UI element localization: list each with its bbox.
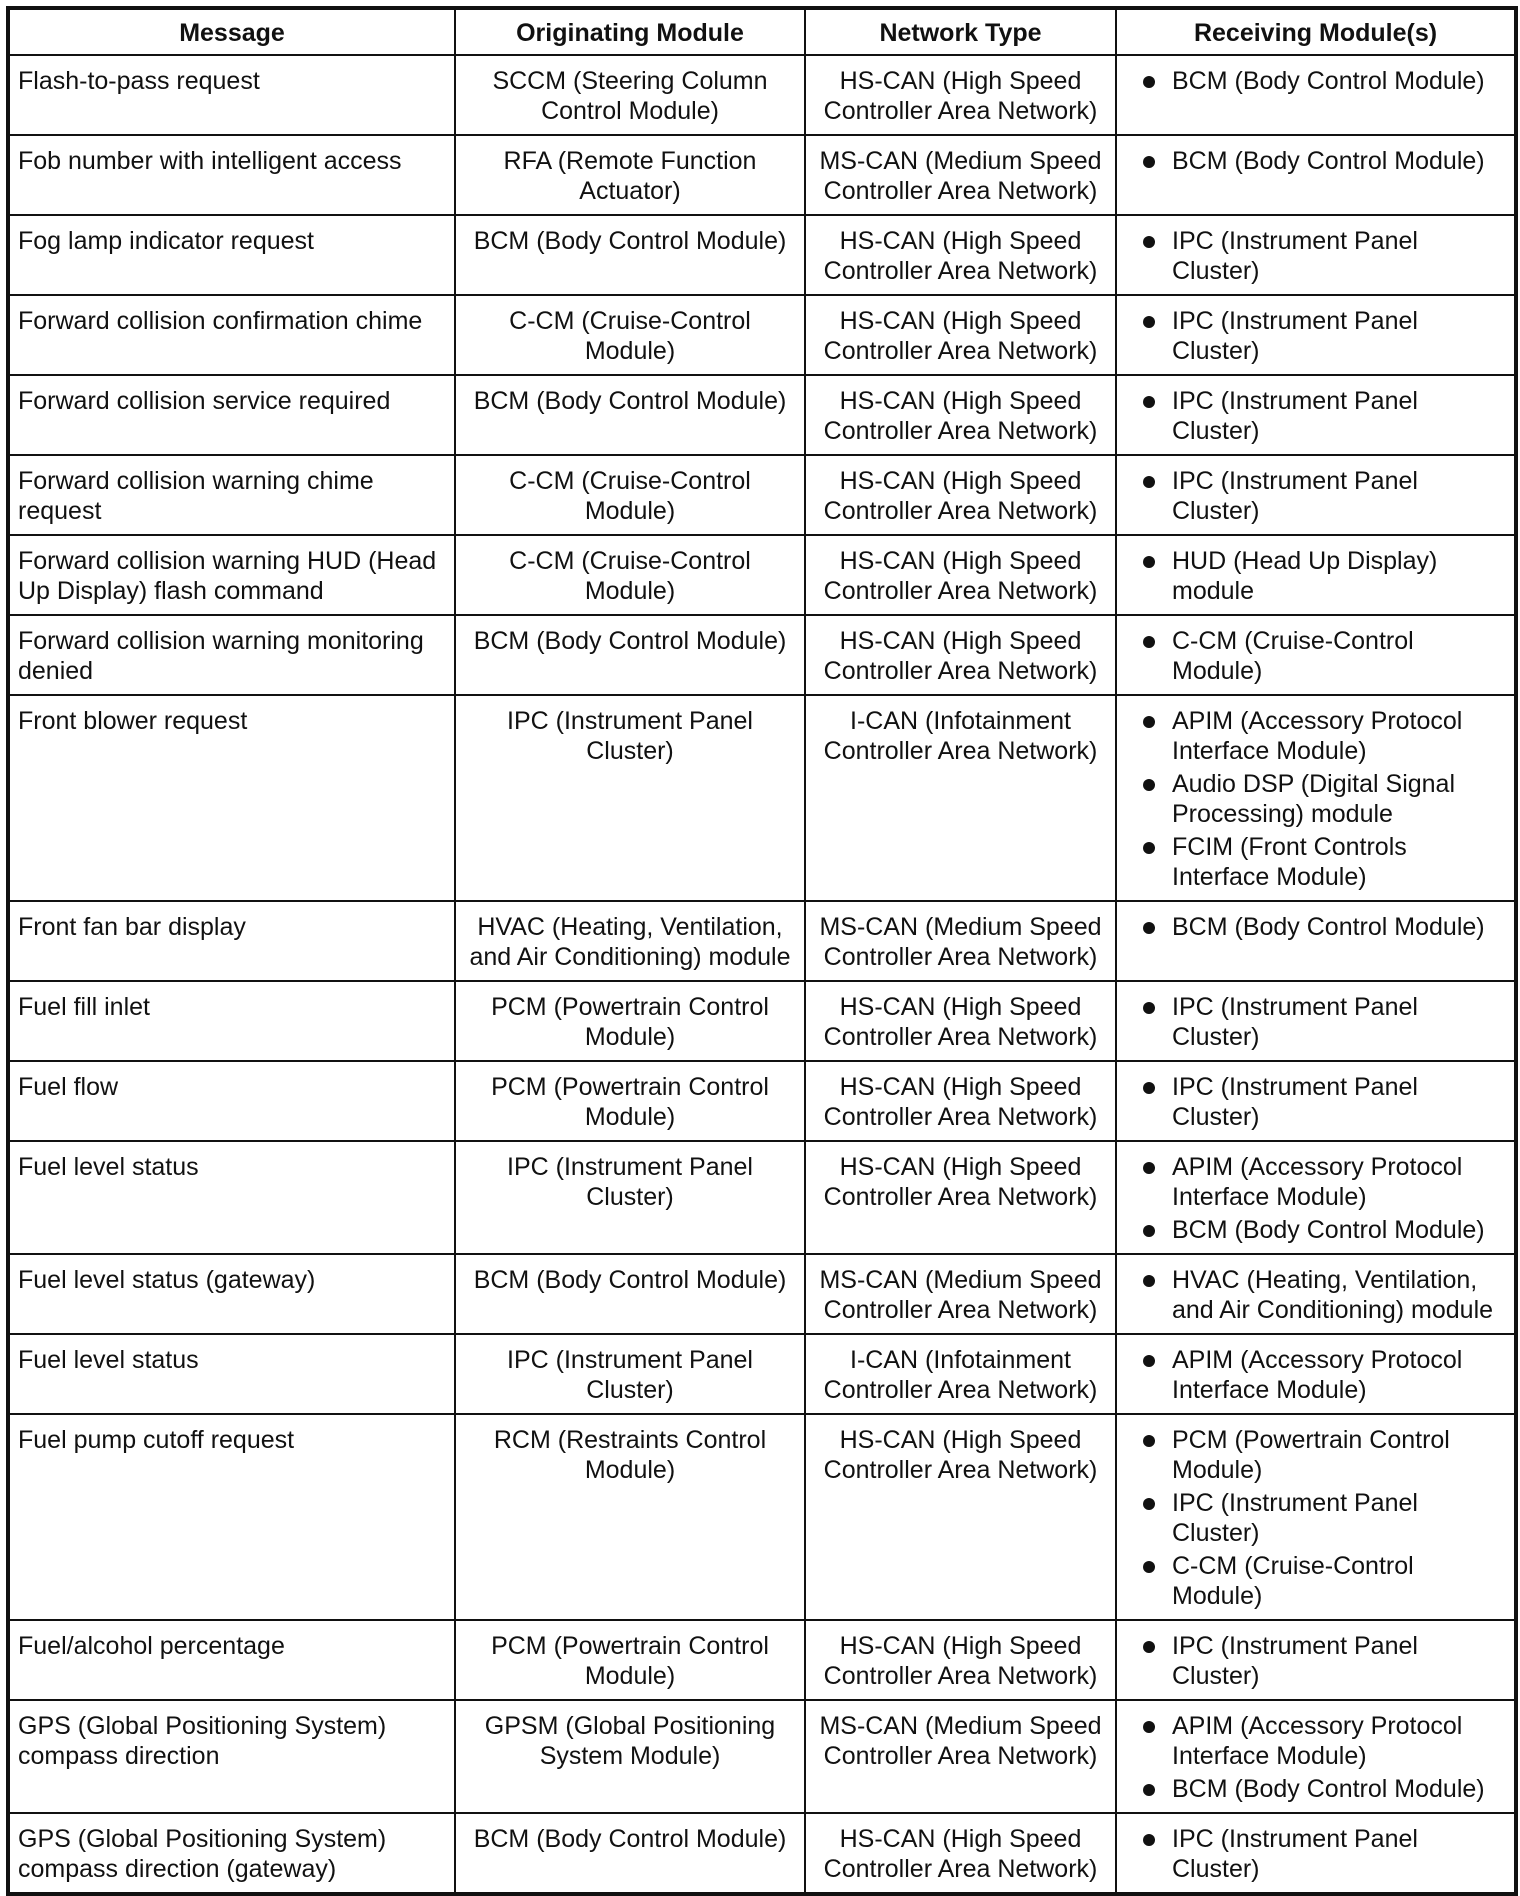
bullet-icon <box>1143 1561 1155 1573</box>
header-receiving-modules: Receiving Module(s) <box>1116 8 1516 55</box>
cell-receiving-modules <box>1116 1700 1516 1813</box>
table-row <box>8 215 1516 295</box>
cell-network-type: HS-CAN (High Speed Controller Area Network) <box>805 55 1116 135</box>
cell-originating-module: PCM (Powertrain Control Module) <box>455 981 805 1061</box>
receiving-list <box>1125 1824 1506 1884</box>
receiving-list-item <box>1125 1488 1506 1548</box>
bullet-icon <box>1143 1784 1155 1796</box>
network-message-table <box>6 6 1518 1896</box>
header-row <box>8 8 1516 55</box>
cell-network-type: HS-CAN (High Speed Controller Area Network) <box>805 1414 1116 1620</box>
receiving-module-text: IPC (Instrument Panel Cluster) <box>1172 227 1418 285</box>
receiving-list-item <box>1125 1551 1506 1611</box>
bullet-icon <box>1143 1435 1155 1447</box>
cell-message: Forward collision service required <box>8 375 455 455</box>
cell-originating-module: C-CM (Cruise-Control Module) <box>455 455 805 535</box>
table-row <box>8 1620 1516 1700</box>
receiving-list-item <box>1125 1152 1506 1212</box>
table-row <box>8 455 1516 535</box>
cell-originating-module: BCM (Body Control Module) <box>455 615 805 695</box>
receiving-list-item <box>1125 386 1506 446</box>
cell-network-type: I-CAN (Infotainment Controller Area Network) <box>805 695 1116 901</box>
cell-network-type: MS-CAN (Medium Speed Controller Area Network) <box>805 135 1116 215</box>
cell-network-type: HS-CAN (High Speed Controller Area Network) <box>805 1141 1116 1254</box>
cell-receiving-modules <box>1116 695 1516 901</box>
bullet-icon <box>1143 1225 1155 1237</box>
cell-receiving-modules <box>1116 901 1516 981</box>
receiving-list <box>1125 66 1506 96</box>
table-row <box>8 1334 1516 1414</box>
cell-network-type: HS-CAN (High Speed Controller Area Network) <box>805 215 1116 295</box>
cell-network-type: HS-CAN (High Speed Controller Area Network) <box>805 1813 1116 1894</box>
cell-originating-module: BCM (Body Control Module) <box>455 375 805 455</box>
bullet-icon <box>1143 1082 1155 1094</box>
receiving-list <box>1125 706 1506 892</box>
receiving-list-item <box>1125 832 1506 892</box>
receiving-module-text: IPC (Instrument Panel Cluster) <box>1172 387 1418 445</box>
cell-receiving-modules <box>1116 1334 1516 1414</box>
table-row <box>8 1061 1516 1141</box>
cell-originating-module: PCM (Powertrain Control Module) <box>455 1061 805 1141</box>
table-row <box>8 1254 1516 1334</box>
table-row <box>8 535 1516 615</box>
receiving-module-text: C-CM (Cruise-Control Module) <box>1172 1552 1414 1610</box>
cell-message: Fuel flow <box>8 1061 455 1141</box>
cell-receiving-modules <box>1116 1141 1516 1254</box>
receiving-list <box>1125 466 1506 526</box>
receiving-list <box>1125 226 1506 286</box>
cell-network-type: I-CAN (Infotainment Controller Area Network) <box>805 1334 1116 1414</box>
bullet-icon <box>1143 76 1155 88</box>
receiving-list-item <box>1125 626 1506 686</box>
cell-receiving-modules <box>1116 375 1516 455</box>
cell-message: Front blower request <box>8 695 455 901</box>
receiving-module-text: C-CM (Cruise-Control Module) <box>1172 627 1414 685</box>
receiving-list-item <box>1125 992 1506 1052</box>
cell-network-type: MS-CAN (Medium Speed Controller Area Network) <box>805 901 1116 981</box>
receiving-list-item <box>1125 226 1506 286</box>
cell-originating-module: HVAC (Heating, Ventilation, and Air Conditioning) module <box>455 901 805 981</box>
receiving-list-item <box>1125 769 1506 829</box>
receiving-list-item <box>1125 66 1506 96</box>
cell-network-type: HS-CAN (High Speed Controller Area Network) <box>805 535 1116 615</box>
cell-originating-module: RFA (Remote Function Actuator) <box>455 135 805 215</box>
cell-receiving-modules <box>1116 455 1516 535</box>
receiving-list <box>1125 1631 1506 1691</box>
cell-receiving-modules <box>1116 1620 1516 1700</box>
receiving-list-item <box>1125 1631 1506 1691</box>
receiving-module-text: APIM (Accessory Protocol Interface Module) <box>1172 707 1463 765</box>
receiving-list <box>1125 912 1506 942</box>
cell-network-type: HS-CAN (High Speed Controller Area Network) <box>805 1061 1116 1141</box>
cell-originating-module: C-CM (Cruise-Control Module) <box>455 295 805 375</box>
bullet-icon <box>1143 1641 1155 1653</box>
table-row <box>8 981 1516 1061</box>
receiving-list <box>1125 546 1506 606</box>
bullet-icon <box>1143 779 1155 791</box>
cell-message: Fob number with intelligent access <box>8 135 455 215</box>
receiving-list-item <box>1125 1774 1506 1804</box>
cell-message: Fuel level status <box>8 1334 455 1414</box>
cell-originating-module: BCM (Body Control Module) <box>455 1254 805 1334</box>
table-row <box>8 375 1516 455</box>
receiving-module-text: APIM (Accessory Protocol Interface Module) <box>1172 1153 1463 1211</box>
cell-originating-module: BCM (Body Control Module) <box>455 215 805 295</box>
cell-receiving-modules <box>1116 135 1516 215</box>
receiving-list <box>1125 306 1506 366</box>
receiving-list-item <box>1125 1711 1506 1771</box>
cell-network-type: MS-CAN (Medium Speed Controller Area Network) <box>805 1700 1116 1813</box>
receiving-list-item <box>1125 1425 1506 1485</box>
receiving-module-text: IPC (Instrument Panel Cluster) <box>1172 1825 1418 1883</box>
table-row <box>8 295 1516 375</box>
cell-originating-module: RCM (Restraints Control Module) <box>455 1414 805 1620</box>
bullet-icon <box>1143 716 1155 728</box>
receiving-list-item <box>1125 1824 1506 1884</box>
cell-receiving-modules <box>1116 615 1516 695</box>
receiving-list-item <box>1125 1215 1506 1245</box>
receiving-module-text: BCM (Body Control Module) <box>1172 913 1485 941</box>
cell-message: Forward collision confirmation chime <box>8 295 455 375</box>
table-body <box>8 55 1516 1894</box>
table-row <box>8 901 1516 981</box>
cell-network-type: HS-CAN (High Speed Controller Area Network) <box>805 615 1116 695</box>
table-row <box>8 1414 1516 1620</box>
cell-message: Fuel fill inlet <box>8 981 455 1061</box>
cell-receiving-modules <box>1116 55 1516 135</box>
receiving-list <box>1125 146 1506 176</box>
cell-originating-module: GPSM (Global Positioning System Module) <box>455 1700 805 1813</box>
cell-message: Fog lamp indicator request <box>8 215 455 295</box>
cell-receiving-modules <box>1116 1414 1516 1620</box>
receiving-list <box>1125 386 1506 446</box>
receiving-list-item <box>1125 146 1506 176</box>
bullet-icon <box>1143 476 1155 488</box>
header-originating-module: Originating Module <box>455 8 805 55</box>
receiving-module-text: IPC (Instrument Panel Cluster) <box>1172 1489 1418 1547</box>
receiving-module-text: BCM (Body Control Module) <box>1172 1775 1485 1803</box>
bullet-icon <box>1143 922 1155 934</box>
cell-message: Fuel level status (gateway) <box>8 1254 455 1334</box>
header-message: Message <box>8 8 455 55</box>
cell-message: Fuel pump cutoff request <box>8 1414 455 1620</box>
cell-message: Fuel/alcohol percentage <box>8 1620 455 1700</box>
bullet-icon <box>1143 316 1155 328</box>
table-row <box>8 695 1516 901</box>
receiving-module-text: BCM (Body Control Module) <box>1172 1216 1485 1244</box>
receiving-module-text: APIM (Accessory Protocol Interface Module) <box>1172 1346 1463 1404</box>
bullet-icon <box>1143 156 1155 168</box>
cell-receiving-modules <box>1116 1254 1516 1334</box>
receiving-list-item <box>1125 912 1506 942</box>
receiving-list-item <box>1125 466 1506 526</box>
bullet-icon <box>1143 1498 1155 1510</box>
cell-network-type: HS-CAN (High Speed Controller Area Network) <box>805 1620 1116 1700</box>
cell-message: Front fan bar display <box>8 901 455 981</box>
receiving-list <box>1125 1345 1506 1405</box>
receiving-module-text: IPC (Instrument Panel Cluster) <box>1172 307 1418 365</box>
receiving-module-text: Audio DSP (Digital Signal Processing) module <box>1172 770 1456 828</box>
cell-network-type: HS-CAN (High Speed Controller Area Network) <box>805 295 1116 375</box>
receiving-list-item <box>1125 1265 1506 1325</box>
cell-message: Flash-to-pass request <box>8 55 455 135</box>
receiving-module-text: FCIM (Front Controls Interface Module) <box>1172 833 1407 891</box>
table-row <box>8 615 1516 695</box>
cell-receiving-modules <box>1116 1061 1516 1141</box>
bullet-icon <box>1143 1834 1155 1846</box>
cell-message: GPS (Global Positioning System) compass direction <box>8 1700 455 1813</box>
cell-message: Fuel level status <box>8 1141 455 1254</box>
receiving-list <box>1125 1265 1506 1325</box>
receiving-list-item <box>1125 1345 1506 1405</box>
receiving-module-text: HVAC (Heating, Ventilation, and Air Conditioning) module <box>1172 1266 1494 1324</box>
receiving-list <box>1125 1152 1506 1245</box>
receiving-list-item <box>1125 306 1506 366</box>
receiving-module-text: HUD (Head Up Display) module <box>1172 547 1438 605</box>
receiving-module-text: IPC (Instrument Panel Cluster) <box>1172 467 1418 525</box>
bullet-icon <box>1143 556 1155 568</box>
receiving-list <box>1125 626 1506 686</box>
table-row <box>8 1700 1516 1813</box>
bullet-icon <box>1143 1275 1155 1287</box>
table-row <box>8 55 1516 135</box>
receiving-module-text: PCM (Powertrain Control Module) <box>1172 1426 1450 1484</box>
bullet-icon <box>1143 236 1155 248</box>
bullet-icon <box>1143 1002 1155 1014</box>
cell-originating-module: IPC (Instrument Panel Cluster) <box>455 1141 805 1254</box>
bullet-icon <box>1143 842 1155 854</box>
table-row <box>8 1813 1516 1894</box>
cell-receiving-modules <box>1116 215 1516 295</box>
receiving-list <box>1125 992 1506 1052</box>
table-row <box>8 1141 1516 1254</box>
receiving-list <box>1125 1072 1506 1132</box>
cell-receiving-modules <box>1116 981 1516 1061</box>
cell-message: GPS (Global Positioning System) compass direction (gateway) <box>8 1813 455 1894</box>
cell-receiving-modules <box>1116 295 1516 375</box>
cell-message: Forward collision warning monitoring denied <box>8 615 455 695</box>
cell-message: Forward collision warning chime request <box>8 455 455 535</box>
header-network-type: Network Type <box>805 8 1116 55</box>
receiving-module-text: IPC (Instrument Panel Cluster) <box>1172 993 1418 1051</box>
receiving-list-item <box>1125 706 1506 766</box>
receiving-list <box>1125 1711 1506 1804</box>
receiving-list <box>1125 1425 1506 1611</box>
cell-network-type: MS-CAN (Medium Speed Controller Area Network) <box>805 1254 1116 1334</box>
cell-originating-module: PCM (Powertrain Control Module) <box>455 1620 805 1700</box>
cell-network-type: HS-CAN (High Speed Controller Area Network) <box>805 455 1116 535</box>
cell-receiving-modules <box>1116 1813 1516 1894</box>
table-row <box>8 135 1516 215</box>
receiving-list-item <box>1125 1072 1506 1132</box>
receiving-module-text: IPC (Instrument Panel Cluster) <box>1172 1632 1418 1690</box>
table-container <box>6 6 1514 1896</box>
bullet-icon <box>1143 396 1155 408</box>
receiving-module-text: BCM (Body Control Module) <box>1172 67 1485 95</box>
bullet-icon <box>1143 1355 1155 1367</box>
cell-receiving-modules <box>1116 535 1516 615</box>
receiving-module-text: BCM (Body Control Module) <box>1172 147 1485 175</box>
bullet-icon <box>1143 636 1155 648</box>
cell-originating-module: C-CM (Cruise-Control Module) <box>455 535 805 615</box>
receiving-module-text: APIM (Accessory Protocol Interface Module) <box>1172 1712 1463 1770</box>
bullet-icon <box>1143 1162 1155 1174</box>
cell-message: Forward collision warning HUD (Head Up Display) flash command <box>8 535 455 615</box>
receiving-list-item <box>1125 546 1506 606</box>
cell-originating-module: BCM (Body Control Module) <box>455 1813 805 1894</box>
cell-originating-module: IPC (Instrument Panel Cluster) <box>455 1334 805 1414</box>
cell-originating-module: SCCM (Steering Column Control Module) <box>455 55 805 135</box>
cell-network-type: HS-CAN (High Speed Controller Area Network) <box>805 981 1116 1061</box>
receiving-module-text: IPC (Instrument Panel Cluster) <box>1172 1073 1418 1131</box>
cell-originating-module: IPC (Instrument Panel Cluster) <box>455 695 805 901</box>
bullet-icon <box>1143 1721 1155 1733</box>
cell-network-type: HS-CAN (High Speed Controller Area Network) <box>805 375 1116 455</box>
